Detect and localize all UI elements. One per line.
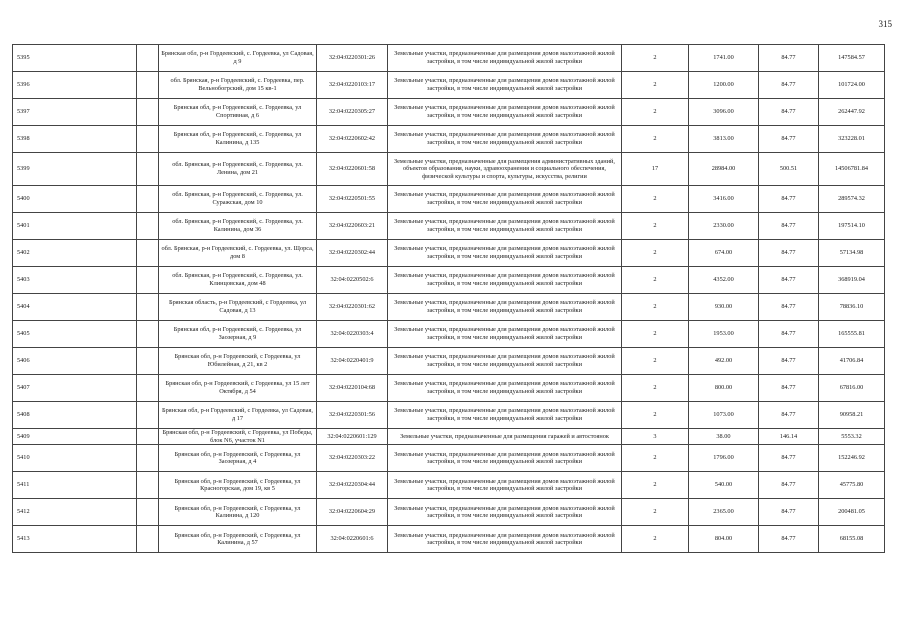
empty-cell bbox=[137, 213, 159, 240]
specific-value-cell: 84.77 bbox=[759, 45, 819, 72]
area-cell: 1073.00 bbox=[689, 402, 759, 429]
specific-value-cell: 84.77 bbox=[759, 240, 819, 267]
cadastral-value-cell: 45775.80 bbox=[819, 472, 885, 499]
cadastral-number-cell: 32:04:0220601:6 bbox=[317, 526, 388, 553]
area-cell: 38.00 bbox=[689, 429, 759, 445]
cadastral-number-cell: 32:04:0220301:56 bbox=[317, 402, 388, 429]
cadastral-number-cell: 32:04:0220301:26 bbox=[317, 45, 388, 72]
group-cell: 2 bbox=[622, 526, 689, 553]
land-purpose-cell: Земельные участки, предназначенные для размещения домов малоэтажной жилой застройки, в том числе индивидуальной жилой застройки bbox=[388, 375, 622, 402]
table-row bbox=[13, 267, 885, 294]
land-purpose-cell: Земельные участки, предназначенные для размещения домов малоэтажной жилой застройки, в том числе индивидуальной жилой застройки bbox=[388, 294, 622, 321]
cadastral-value-cell: 14506781.84 bbox=[819, 153, 885, 186]
area-cell: 674.00 bbox=[689, 240, 759, 267]
land-purpose-cell: Земельные участки, предназначенные для размещения домов малоэтажной жилой застройки, в том числе индивидуальной жилой застройки bbox=[388, 99, 622, 126]
record-number-cell: 5412 bbox=[13, 499, 137, 526]
specific-value-cell: 84.77 bbox=[759, 126, 819, 153]
record-number-cell: 5403 bbox=[13, 267, 137, 294]
group-cell: 2 bbox=[622, 240, 689, 267]
empty-cell bbox=[137, 72, 159, 99]
area-cell: 1953.00 bbox=[689, 321, 759, 348]
table-row bbox=[13, 402, 885, 429]
cadastral-number-cell: 32:04:0220104:68 bbox=[317, 375, 388, 402]
table-row bbox=[13, 126, 885, 153]
address-cell: Брянская обл, р-н Гордеевский, с Гордеевка, ул Красногорская, дом 19, кв 5 bbox=[159, 472, 317, 499]
cadastral-value-cell: 41706.84 bbox=[819, 348, 885, 375]
specific-value-cell: 500.51 bbox=[759, 153, 819, 186]
table-row bbox=[13, 153, 885, 186]
cadastral-value-cell: 165555.81 bbox=[819, 321, 885, 348]
land-purpose-cell: Земельные участки, предназначенные для размещения домов малоэтажной жилой застройки, в том числе индивидуальной жилой застройки bbox=[388, 526, 622, 553]
empty-cell bbox=[137, 402, 159, 429]
land-purpose-cell: Земельные участки, предназначенные для размещения домов малоэтажной жилой застройки, в том числе индивидуальной жилой застройки bbox=[388, 348, 622, 375]
record-number-cell: 5409 bbox=[13, 429, 137, 445]
table-row bbox=[13, 348, 885, 375]
table-row bbox=[13, 45, 885, 72]
table-row bbox=[13, 72, 885, 99]
address-cell: Брянская обл, р-н Гордеевский, с Гордеевка, ул Калинина, д 120 bbox=[159, 499, 317, 526]
empty-cell bbox=[137, 472, 159, 499]
empty-cell bbox=[137, 321, 159, 348]
table-row bbox=[13, 526, 885, 553]
address-cell: Брянская обл, р-н Гордеевский, с. Гордеевка, ул Спортивная, д 6 bbox=[159, 99, 317, 126]
address-cell: Брянская обл, р-н Гордеевский, с Гордеевка, ул Заозерная, д 4 bbox=[159, 445, 317, 472]
cadastral-number-cell: 32:04:0220601:129 bbox=[317, 429, 388, 445]
page-number: 315 bbox=[878, 19, 892, 29]
record-number-cell: 5408 bbox=[13, 402, 137, 429]
empty-cell bbox=[137, 267, 159, 294]
area-cell: 492.00 bbox=[689, 348, 759, 375]
group-cell: 2 bbox=[622, 375, 689, 402]
empty-cell bbox=[137, 153, 159, 186]
land-purpose-cell: Земельные участки, предназначенные для размещения домов малоэтажной жилой застройки, в том числе индивидуальной жилой застройки bbox=[388, 213, 622, 240]
area-cell: 800.00 bbox=[689, 375, 759, 402]
cadastral-number-cell: 32:04:0220502:6 bbox=[317, 267, 388, 294]
cadastral-number-cell: 32:04:0220603:21 bbox=[317, 213, 388, 240]
specific-value-cell: 84.77 bbox=[759, 445, 819, 472]
empty-cell bbox=[137, 445, 159, 472]
specific-value-cell: 84.77 bbox=[759, 402, 819, 429]
record-number-cell: 5397 bbox=[13, 99, 137, 126]
area-cell: 1200.00 bbox=[689, 72, 759, 99]
group-cell: 2 bbox=[622, 321, 689, 348]
specific-value-cell: 84.77 bbox=[759, 321, 819, 348]
record-number-cell: 5407 bbox=[13, 375, 137, 402]
cadastral-value-cell: 262447.92 bbox=[819, 99, 885, 126]
cadastral-number-cell: 32:04:0220103:17 bbox=[317, 72, 388, 99]
group-cell: 2 bbox=[622, 294, 689, 321]
cadastral-number-cell: 32:04:0220303:22 bbox=[317, 445, 388, 472]
address-cell: обл. Брянская, р-н Гордеевский, с. Гордеевка, ул. Щорса, дом 8 bbox=[159, 240, 317, 267]
group-cell: 17 bbox=[622, 153, 689, 186]
group-cell: 2 bbox=[622, 402, 689, 429]
address-cell: Брянская обл, р-н Гордеевский, с Гордеевка, ул Победы, блок N6, участок N1 bbox=[159, 429, 317, 445]
cadastral-number-cell: 32:04:0220604:29 bbox=[317, 499, 388, 526]
address-cell: обл. Брянская, р-н Гордеевский, с. Гордеевка, ул. Калинина, дом 36 bbox=[159, 213, 317, 240]
specific-value-cell: 84.77 bbox=[759, 499, 819, 526]
land-registry-table bbox=[12, 44, 885, 553]
cadastral-value-cell: 197514.10 bbox=[819, 213, 885, 240]
group-cell: 2 bbox=[622, 126, 689, 153]
cadastral-number-cell: 32:04:0220501:55 bbox=[317, 186, 388, 213]
empty-cell bbox=[137, 45, 159, 72]
cadastral-number-cell: 32:04:0220304:44 bbox=[317, 472, 388, 499]
empty-cell bbox=[137, 294, 159, 321]
area-cell: 2330.00 bbox=[689, 213, 759, 240]
address-cell: Брянская обл, р-н Гордеевский, с. Гордеевка, ул Садовая, д 9 bbox=[159, 45, 317, 72]
area-cell: 1741.00 bbox=[689, 45, 759, 72]
record-number-cell: 5405 bbox=[13, 321, 137, 348]
table-row bbox=[13, 240, 885, 267]
specific-value-cell: 84.77 bbox=[759, 186, 819, 213]
land-purpose-cell: Земельные участки, предназначенные для размещения домов малоэтажной жилой застройки, в том числе индивидуальной жилой застройки bbox=[388, 267, 622, 294]
group-cell: 2 bbox=[622, 186, 689, 213]
specific-value-cell: 84.77 bbox=[759, 348, 819, 375]
cadastral-number-cell: 32:04:0220303:4 bbox=[317, 321, 388, 348]
cadastral-number-cell: 32:04:0220301:62 bbox=[317, 294, 388, 321]
land-purpose-cell: Земельные участки, предназначенные для размещения домов малоэтажной жилой застройки, в том числе индивидуальной жилой застройки bbox=[388, 72, 622, 99]
address-cell: обл. Брянская, р-н Гордеевский, с. Гордеевка, ул. Суражская, дом 10 bbox=[159, 186, 317, 213]
specific-value-cell: 84.77 bbox=[759, 213, 819, 240]
table-row bbox=[13, 213, 885, 240]
record-number-cell: 5413 bbox=[13, 526, 137, 553]
group-cell: 3 bbox=[622, 429, 689, 445]
address-cell: Брянская обл, р-н Гордеевский, с Гордеевка, ул Садовая, д 17 bbox=[159, 402, 317, 429]
record-number-cell: 5411 bbox=[13, 472, 137, 499]
record-number-cell: 5400 bbox=[13, 186, 137, 213]
address-cell: обл. Брянская, р-н Гордеевский, с. Гордеевка, ул. Ленина, дом 21 bbox=[159, 153, 317, 186]
record-number-cell: 5398 bbox=[13, 126, 137, 153]
specific-value-cell: 84.77 bbox=[759, 375, 819, 402]
area-cell: 3416.00 bbox=[689, 186, 759, 213]
group-cell: 2 bbox=[622, 348, 689, 375]
cadastral-number-cell: 32:04:0220302:44 bbox=[317, 240, 388, 267]
table-row bbox=[13, 499, 885, 526]
cadastral-value-cell: 368919.04 bbox=[819, 267, 885, 294]
table-row bbox=[13, 429, 885, 445]
area-cell: 3813.00 bbox=[689, 126, 759, 153]
table-row bbox=[13, 294, 885, 321]
land-purpose-cell: Земельные участки, предназначенные для размещения домов малоэтажной жилой застройки, в том числе индивидуальной жилой застройки bbox=[388, 321, 622, 348]
land-purpose-cell: Земельные участки, предназначенные для размещения домов малоэтажной жилой застройки, в том числе индивидуальной жилой застройки bbox=[388, 499, 622, 526]
record-number-cell: 5395 bbox=[13, 45, 137, 72]
empty-cell bbox=[137, 375, 159, 402]
table-row bbox=[13, 375, 885, 402]
area-cell: 4352.00 bbox=[689, 267, 759, 294]
empty-cell bbox=[137, 126, 159, 153]
record-number-cell: 5404 bbox=[13, 294, 137, 321]
group-cell: 2 bbox=[622, 499, 689, 526]
empty-cell bbox=[137, 429, 159, 445]
table-row bbox=[13, 186, 885, 213]
record-number-cell: 5399 bbox=[13, 153, 137, 186]
area-cell: 2365.00 bbox=[689, 499, 759, 526]
address-cell: Брянская обл, р-н Гордеевский, с Гордеевка, ул Юбилейная, д 21, кв 2 bbox=[159, 348, 317, 375]
empty-cell bbox=[137, 526, 159, 553]
table-row bbox=[13, 472, 885, 499]
land-purpose-cell: Земельные участки, предназначенные для размещения домов малоэтажной жилой застройки, в том числе индивидуальной жилой застройки bbox=[388, 472, 622, 499]
specific-value-cell: 84.77 bbox=[759, 99, 819, 126]
specific-value-cell: 84.77 bbox=[759, 472, 819, 499]
specific-value-cell: 84.77 bbox=[759, 72, 819, 99]
cadastral-number-cell: 32:04:0220602:42 bbox=[317, 126, 388, 153]
area-cell: 540.00 bbox=[689, 472, 759, 499]
cadastral-value-cell: 323228.01 bbox=[819, 126, 885, 153]
table-row bbox=[13, 99, 885, 126]
cadastral-value-cell: 101724.00 bbox=[819, 72, 885, 99]
specific-value-cell: 84.77 bbox=[759, 294, 819, 321]
empty-cell bbox=[137, 348, 159, 375]
cadastral-number-cell: 32:04:0220305:27 bbox=[317, 99, 388, 126]
group-cell: 2 bbox=[622, 99, 689, 126]
land-purpose-cell: Земельные участки, предназначенные для размещения гаражей и автостоянок bbox=[388, 429, 622, 445]
record-number-cell: 5402 bbox=[13, 240, 137, 267]
record-number-cell: 5396 bbox=[13, 72, 137, 99]
address-cell: Брянская обл, р-н Гордеевский, с Гордеевка, ул Калинина, д 57 bbox=[159, 526, 317, 553]
land-purpose-cell: Земельные участки, предназначенные для размещения домов малоэтажной жилой застройки, в том числе индивидуальной жилой застройки bbox=[388, 186, 622, 213]
land-purpose-cell: Земельные участки, предназначенные для размещения административных зданий, объектов образования, науки, здравоохранения и социального обеспечения, физической культуры и спорта, культуры, искусства, религии bbox=[388, 153, 622, 186]
group-cell: 2 bbox=[622, 267, 689, 294]
address-cell: Брянская обл, р-н Гордеевский, с. Гордеевка, ул Калинина, д 135 bbox=[159, 126, 317, 153]
cadastral-value-cell: 90958.21 bbox=[819, 402, 885, 429]
record-number-cell: 5401 bbox=[13, 213, 137, 240]
cadastral-number-cell: 32:04:0220601:58 bbox=[317, 153, 388, 186]
empty-cell bbox=[137, 240, 159, 267]
empty-cell bbox=[137, 499, 159, 526]
cadastral-value-cell: 5553.32 bbox=[819, 429, 885, 445]
cadastral-value-cell: 200481.05 bbox=[819, 499, 885, 526]
specific-value-cell: 146.14 bbox=[759, 429, 819, 445]
table-row bbox=[13, 321, 885, 348]
group-cell: 2 bbox=[622, 72, 689, 99]
land-purpose-cell: Земельные участки, предназначенные для размещения домов малоэтажной жилой застройки, в том числе индивидуальной жилой застройки bbox=[388, 445, 622, 472]
land-purpose-cell: Земельные участки, предназначенные для размещения домов малоэтажной жилой застройки, в том числе индивидуальной жилой застройки bbox=[388, 240, 622, 267]
area-cell: 28984.00 bbox=[689, 153, 759, 186]
group-cell: 2 bbox=[622, 45, 689, 72]
land-purpose-cell: Земельные участки, предназначенные для размещения домов малоэтажной жилой застройки, в том числе индивидуальной жилой застройки bbox=[388, 126, 622, 153]
empty-cell bbox=[137, 186, 159, 213]
cadastral-value-cell: 289574.32 bbox=[819, 186, 885, 213]
cadastral-value-cell: 147584.57 bbox=[819, 45, 885, 72]
area-cell: 930.00 bbox=[689, 294, 759, 321]
table-row bbox=[13, 445, 885, 472]
group-cell: 2 bbox=[622, 213, 689, 240]
land-purpose-cell: Земельные участки, предназначенные для размещения домов малоэтажной жилой застройки, в том числе индивидуальной жилой застройки bbox=[388, 45, 622, 72]
area-cell: 804.00 bbox=[689, 526, 759, 553]
cadastral-value-cell: 67816.00 bbox=[819, 375, 885, 402]
group-cell: 2 bbox=[622, 472, 689, 499]
record-number-cell: 5406 bbox=[13, 348, 137, 375]
cadastral-value-cell: 68155.08 bbox=[819, 526, 885, 553]
address-cell: Брянская обл, р-н Гордеевский, с. Гордеевка, ул Заозерная, д 9 bbox=[159, 321, 317, 348]
specific-value-cell: 84.77 bbox=[759, 267, 819, 294]
cadastral-value-cell: 152246.92 bbox=[819, 445, 885, 472]
address-cell: Брянская область, р-н Гордеевский, с Гордеевка, ул Садовая, д 13 bbox=[159, 294, 317, 321]
record-number-cell: 5410 bbox=[13, 445, 137, 472]
area-cell: 1796.00 bbox=[689, 445, 759, 472]
cadastral-value-cell: 78836.10 bbox=[819, 294, 885, 321]
group-cell: 2 bbox=[622, 445, 689, 472]
specific-value-cell: 84.77 bbox=[759, 526, 819, 553]
cadastral-number-cell: 32:04:0220401:9 bbox=[317, 348, 388, 375]
address-cell: обл. Брянская, р-н Гордеевский, с. Гордеевка, пер. Вельнобогрский, дом 15 кв-1 bbox=[159, 72, 317, 99]
cadastral-value-cell: 57134.98 bbox=[819, 240, 885, 267]
table-body bbox=[13, 45, 885, 553]
area-cell: 3096.00 bbox=[689, 99, 759, 126]
empty-cell bbox=[137, 99, 159, 126]
address-cell: обл. Брянская, р-н Гордеевский, с. Гордеевка, ул. Клинцовская, дом 48 bbox=[159, 267, 317, 294]
land-purpose-cell: Земельные участки, предназначенные для размещения домов малоэтажной жилой застройки, в том числе индивидуальной жилой застройки bbox=[388, 402, 622, 429]
address-cell: Брянская обл, р-н Гордеевский, с Гордеевка, ул 15 лет Октября, д 54 bbox=[159, 375, 317, 402]
